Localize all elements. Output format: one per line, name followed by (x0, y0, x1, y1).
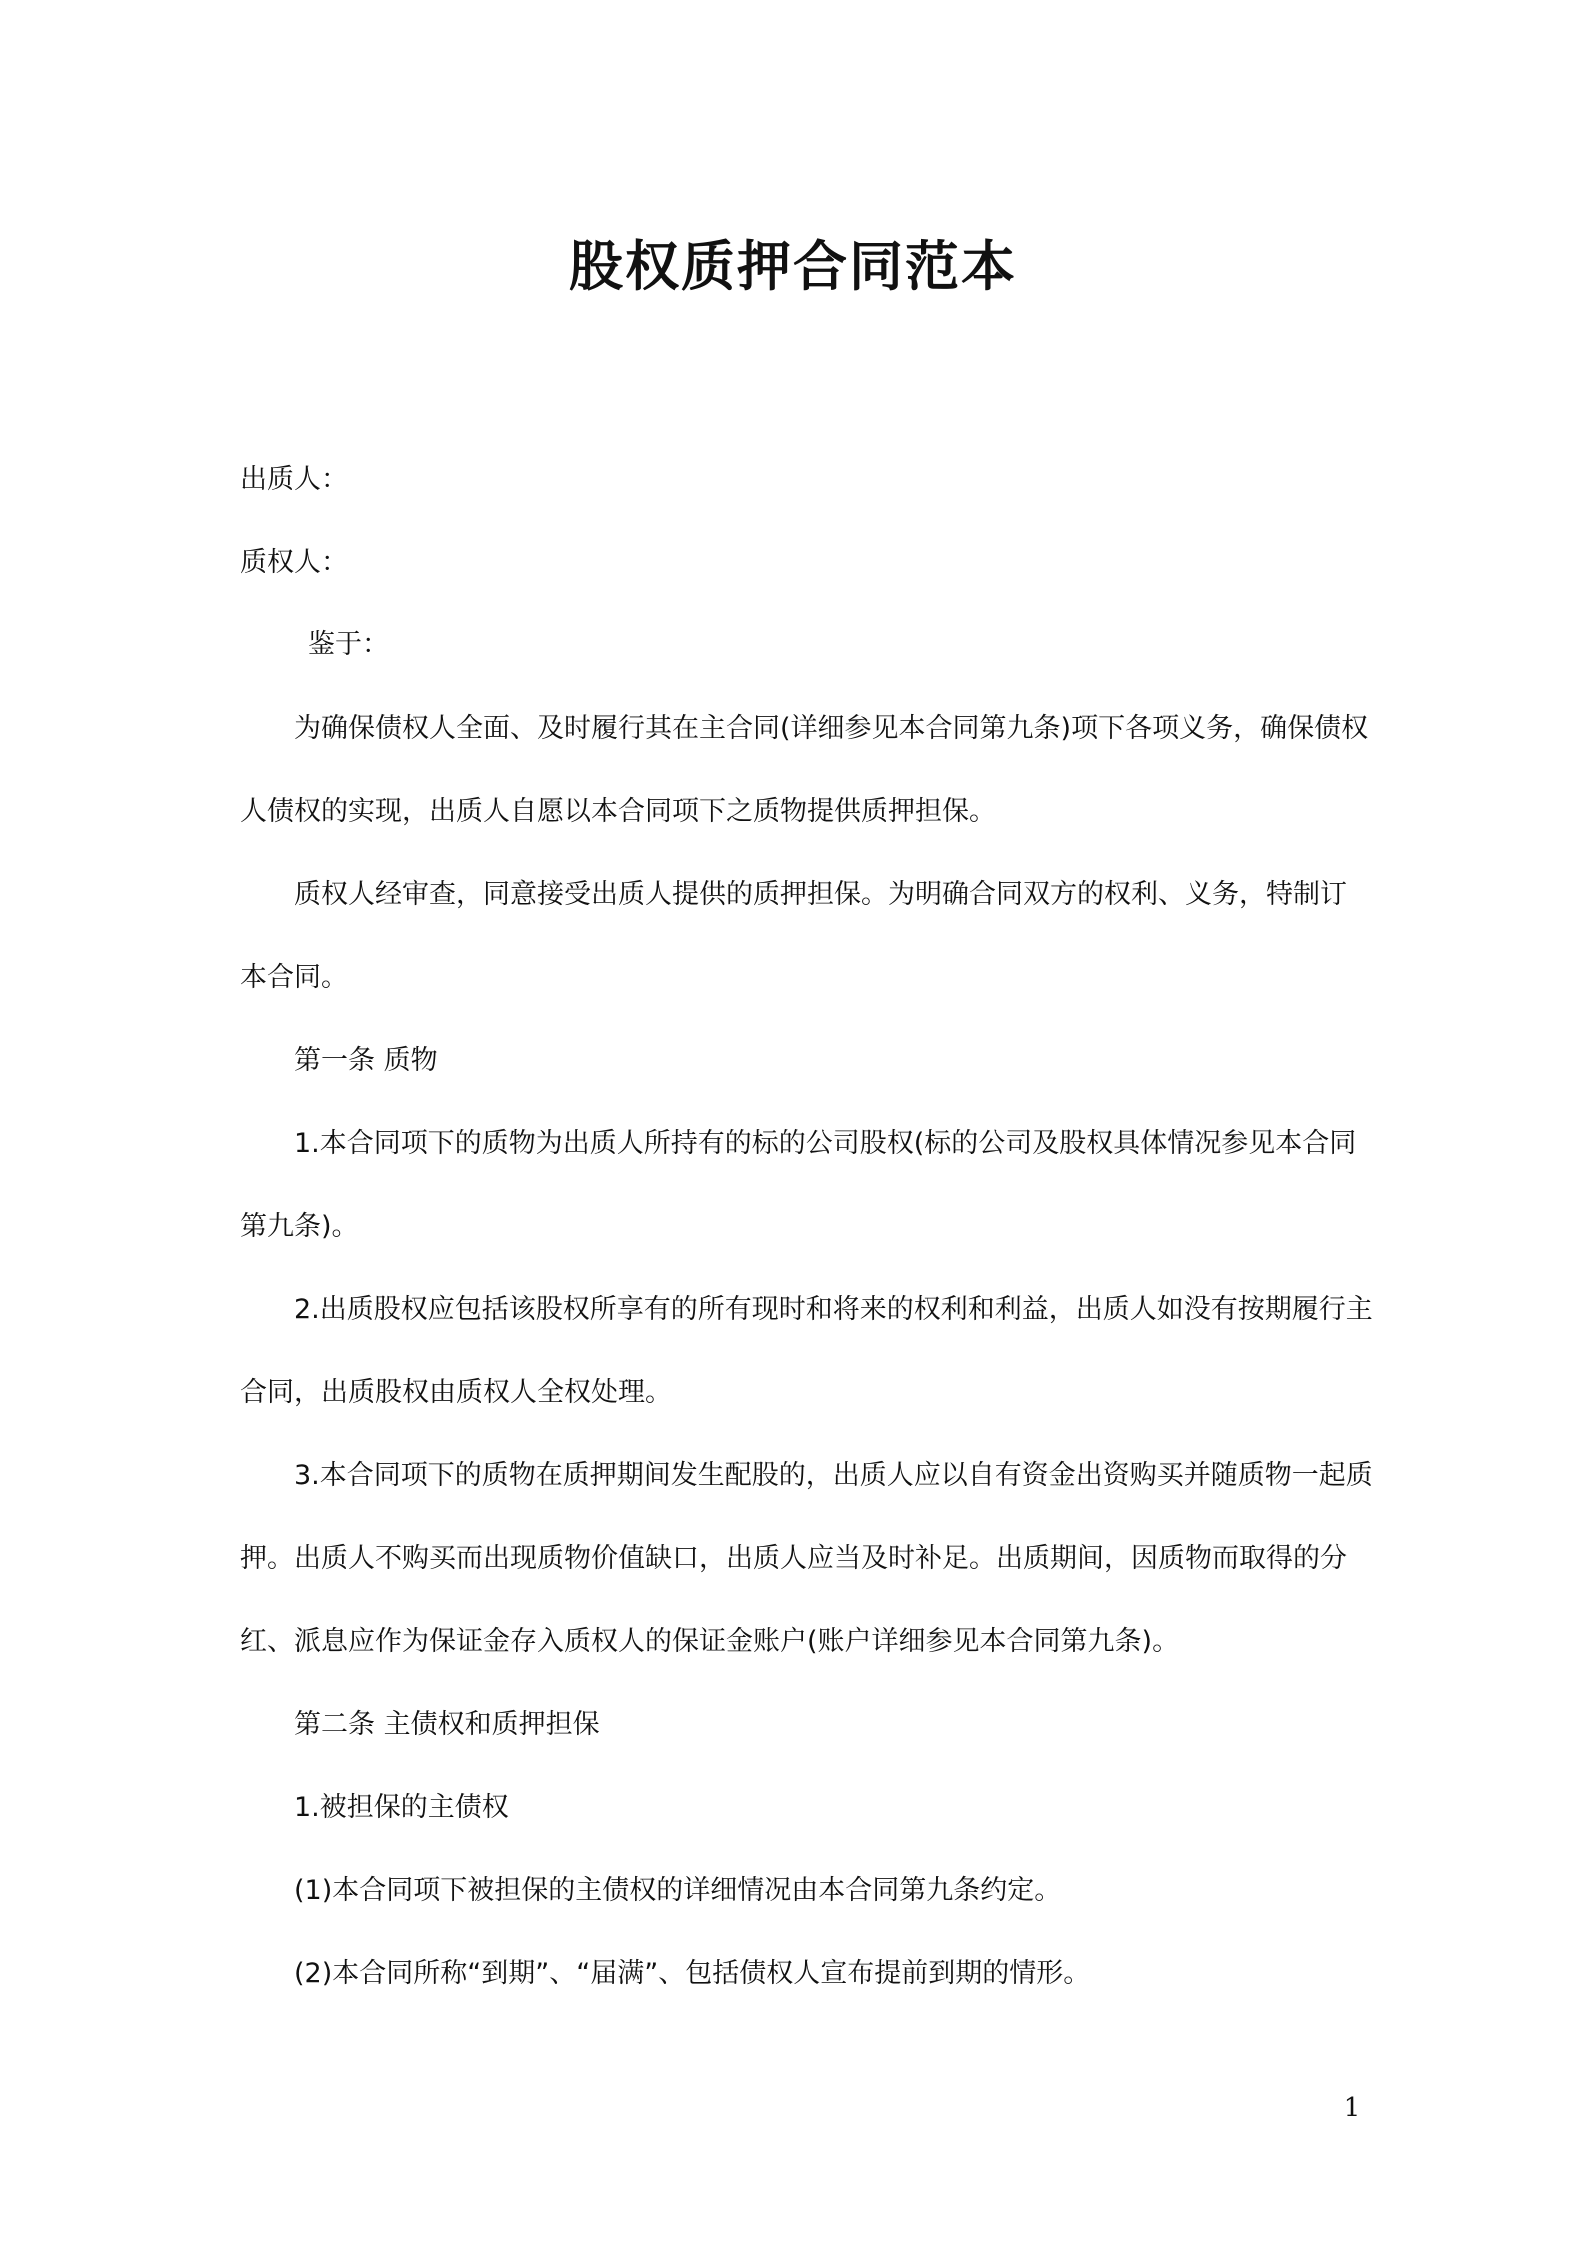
pledgor-label: 出质人： (240, 464, 348, 495)
paragraph-line: 为确保债权人全面、及时履行其在主合同(详细参见本合同第九条)项下各项义务，确保债权 (294, 713, 1369, 744)
document-title: 股权质押合同范本 (569, 235, 1017, 298)
paragraph-line: (2)本合同所称“到期”、“届满”、包括债权人宣布提前到期的情形。 (294, 1958, 1091, 1989)
paragraph-line: 人债权的实现，出质人自愿以本合同项下之质物提供质押担保。 (240, 796, 996, 827)
paragraph-line: 红、派息应作为保证金存入质权人的保证金账户(账户详细参见本合同第九条)。 (240, 1626, 1180, 1657)
paragraph-line: 1.本合同项下的质物为出质人所持有的标的公司股权(标的公司及股权具体情况参见本合同 (294, 1128, 1357, 1159)
paragraph-line: 押。出质人不购买而出现质物价值缺口，出质人应当及时补足。出质期间，因质物而取得的分 (240, 1543, 1347, 1574)
whereas-label: 鉴于： (308, 629, 389, 660)
paragraph-line: 2.出质股权应包括该股权所享有的所有现时和将来的权利和利益，出质人如没有按期履行主 (294, 1294, 1373, 1325)
subheading: 1.被担保的主债权 (294, 1792, 509, 1823)
paragraph-line: 3.本合同项下的质物在质押期间发生配股的，出质人应以自有资金出资购买并随质物一起质 (294, 1460, 1373, 1491)
page-number: 1 (1343, 2093, 1361, 2123)
paragraph-line: 第九条)。 (240, 1211, 359, 1242)
paragraph-line: 合同，出质股权由质权人全权处理。 (240, 1377, 672, 1408)
paragraph-line: (1)本合同项下被担保的主债权的详细情况由本合同第九条约定。 (294, 1875, 1062, 1906)
paragraph-line: 质权人经审查，同意接受出质人提供的质押担保。为明确合同双方的权利、义务，特制订 (294, 879, 1347, 910)
paragraph-line: 本合同。 (240, 962, 348, 993)
article-heading: 第二条 主债权和质押担保 (294, 1709, 600, 1740)
article-heading: 第一条 质物 (294, 1045, 438, 1076)
pledgee-label: 质权人： (240, 547, 348, 578)
